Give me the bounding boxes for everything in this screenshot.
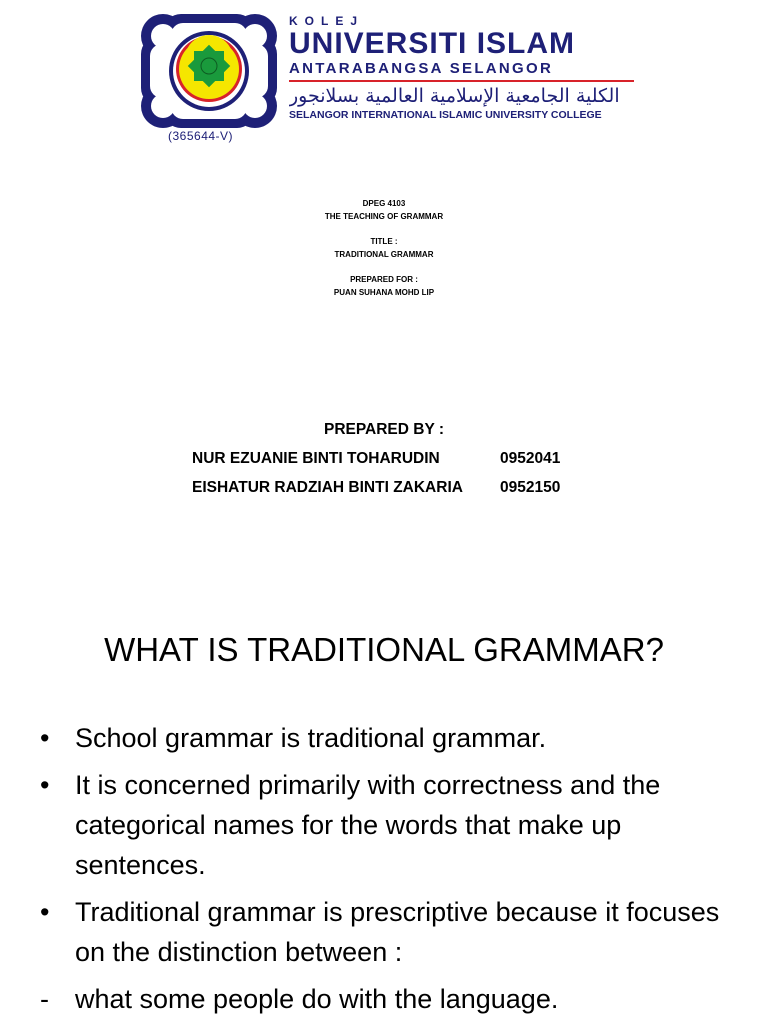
course-code: DPEG 4103 — [362, 199, 406, 208]
wordmark-arabic: الكلية الجامعية الإسلامية العالمية بسلانجور — [289, 85, 620, 107]
list-item — [40, 765, 740, 885]
title-label: TITLE : — [370, 237, 398, 246]
prepared-for-label: PREPARED FOR : — [350, 275, 418, 284]
bullet-text: It is concerned primarily with correctness and the categorical names for the words that make up sentences. — [75, 770, 661, 880]
college-emblem-icon — [141, 14, 277, 128]
author-list — [192, 450, 590, 508]
bullet-list — [40, 718, 740, 1026]
wordmark-universiti-islam: UNIVERSITI ISLAM — [289, 27, 576, 60]
author-row — [192, 450, 590, 479]
list-item — [40, 718, 740, 758]
bullet-marker: - — [40, 984, 49, 1014]
bullet-text: School grammar is traditional grammar. — [75, 723, 547, 753]
author-name: EISHATUR RADZIAH BINTI ZAKARIA — [192, 479, 463, 496]
wordmark-divider — [289, 80, 634, 82]
wordmark-antarabangsa-selangor: ANTARABANGSA SELANGOR — [289, 60, 554, 77]
slide-title: WHAT IS TRADITIONAL GRAMMAR? — [104, 631, 664, 668]
bullet-marker: • — [40, 770, 50, 800]
author-id: 0952150 — [500, 479, 561, 496]
wordmark-english: SELANGOR INTERNATIONAL ISLAMIC UNIVERSITY COLLEGE — [289, 109, 602, 121]
course-name: THE TEACHING OF GRAMMAR — [324, 211, 444, 221]
prepared-by-heading: PREPARED BY : — [323, 421, 444, 438]
college-wordmark — [289, 14, 639, 122]
bullet-marker: • — [40, 723, 50, 753]
wordmark-kolej: KOLEJ — [289, 14, 365, 28]
author-row — [192, 479, 590, 508]
title-value: TRADITIONAL GRAMMAR — [334, 249, 434, 259]
registration-number: (365644-V) — [168, 129, 234, 143]
content-slide — [0, 580, 768, 1024]
bullet-text: what some people do with the language. — [75, 984, 559, 1014]
author-name: NUR EZUANIE BINTI TOHARUDIN — [192, 450, 440, 467]
course-info — [0, 198, 768, 299]
list-item — [40, 892, 740, 972]
bullet-marker: • — [40, 897, 50, 927]
list-item — [40, 979, 740, 1019]
author-id: 0952041 — [500, 450, 561, 467]
bullet-text: Traditional grammar is prescriptive because it focuses on the distinction between : — [75, 897, 720, 967]
prepared-for-value: PUAN SUHANA MOHD LIP — [333, 287, 435, 297]
